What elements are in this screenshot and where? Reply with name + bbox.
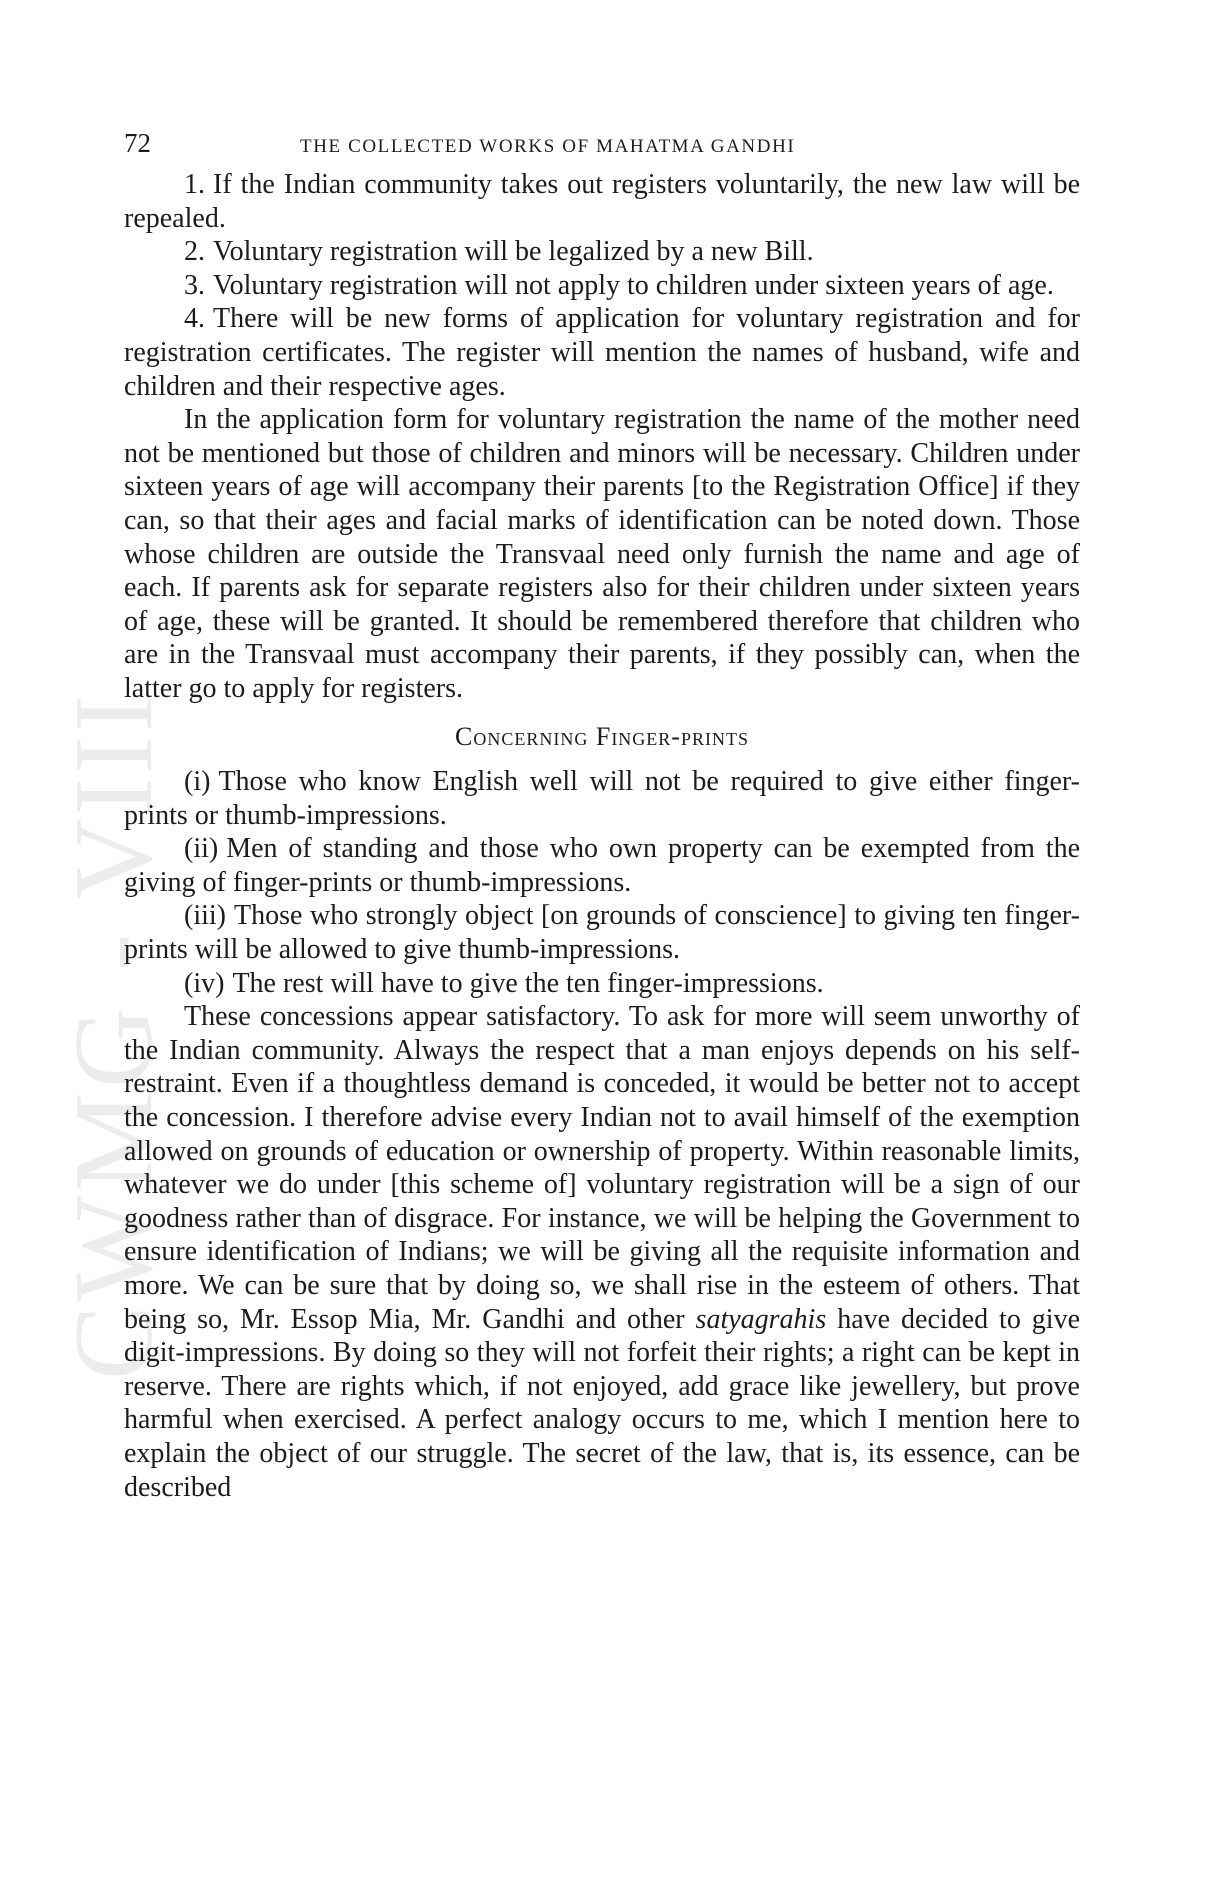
item-number: (ii) (184, 833, 219, 865)
body-text (124, 168, 1080, 1504)
item-number: 2. (184, 236, 205, 268)
item-number: 4. (184, 303, 205, 335)
running-head: THE COLLECTED WORKS OF MAHATMA GANDHI (300, 136, 796, 157)
item-text: Those who strongly object [on grounds of conscience] to giving ten finger-prints will be allowed to give thumb-impressions. (124, 900, 1080, 966)
italic-term: satyagrahis (695, 1303, 827, 1335)
item-number: (iii) (184, 900, 226, 932)
page-number: 72 (124, 128, 151, 158)
watermark: CWMG - VIII (52, 691, 176, 1380)
item-text: There will be new forms of application for voluntary registration and for registration certificates. The register will mention the names of husband, wife and children and their respective ages. (124, 303, 1080, 402)
item-text: Men of standing and those who own property can be exempted from the giving of finger-prints or thumb-impressions. (124, 833, 1080, 898)
item-text: Those who know English well will not be required to give either finger-prints or thumb-impressions. (124, 766, 1080, 831)
final-paragraph (124, 1000, 1080, 1504)
item-text: If the Indian community takes out registers voluntarily, the new law will be repealed. (124, 169, 1080, 234)
final-text-part1: These concessions appear satisfactory. To ask for more will seem unworthy of the Indian community. Always the respect that a man enjoys depends on his self-restraint. Even if a thoughtless demand is conceded, it would be better not to accept the concession. I therefore advise every Indian not to avail himself of the exemption allowed on grounds of education or ownership of property. Within reasonable limits, whatever we do under [this scheme of] voluntary registration will be a sign of our goodness rather than of disgrace. For instance, we will be helping the Government to ensure identification of Indians; we will be giving all the requisite information and more. We can be sure that by doing so, we shall rise in the esteem of others. That being so, Mr. Essop Mia, Mr. Gandhi and other (124, 1001, 1080, 1335)
numbered-item (124, 269, 1080, 303)
numbered-item (124, 168, 1080, 235)
roman-item (124, 967, 1080, 1001)
roman-item (124, 765, 1080, 832)
item-number: (i) (184, 766, 211, 798)
numbered-item (124, 235, 1080, 269)
final-text-part2: have decided to give digit-impressions. By doing so they will not forfeit their rights; a right can be kept in reserve. There are rights which, if not enjoyed, add grace like jewellery, but prove harmful when exercised. A perfect analogy occurs to me, which I mention here to explain the object of our struggle. The secret of the law, that is, its essence, can be described (124, 1303, 1081, 1503)
item-text: Voluntary registration will not apply to children under sixteen years of age. (213, 269, 1054, 301)
numbered-item (124, 302, 1080, 403)
item-number: 1. (184, 169, 205, 200)
item-text: The rest will have to give the ten finger-impressions. (232, 967, 824, 999)
item-number: (iv) (184, 967, 225, 999)
application-paragraph: In the application form for voluntary registration the name of the mother need not be mentioned but those of children and minors will be necessary. Children under sixteen years of age will accompany their parents [to the Registration Office] if they can, so that their ages and facial marks of identification can be noted down. Those whose children are outside the Transvaal need only furnish the name and age of each. If parents ask for separate registers also for their children under sixteen years of age, these will be granted. It should be remembered therefore that children who are in the Transvaal must accompany their parents, if they possibly can, when the latter go to apply for registers. (124, 404, 1080, 704)
roman-item (124, 899, 1080, 966)
item-text: Voluntary registration will be legalized by a new Bill. (213, 236, 814, 268)
roman-item (124, 832, 1080, 899)
page (124, 128, 1080, 1504)
item-number: 3. (184, 269, 205, 301)
page-header (124, 128, 1080, 168)
section-heading: Concerning Finger-prints (455, 721, 749, 751)
